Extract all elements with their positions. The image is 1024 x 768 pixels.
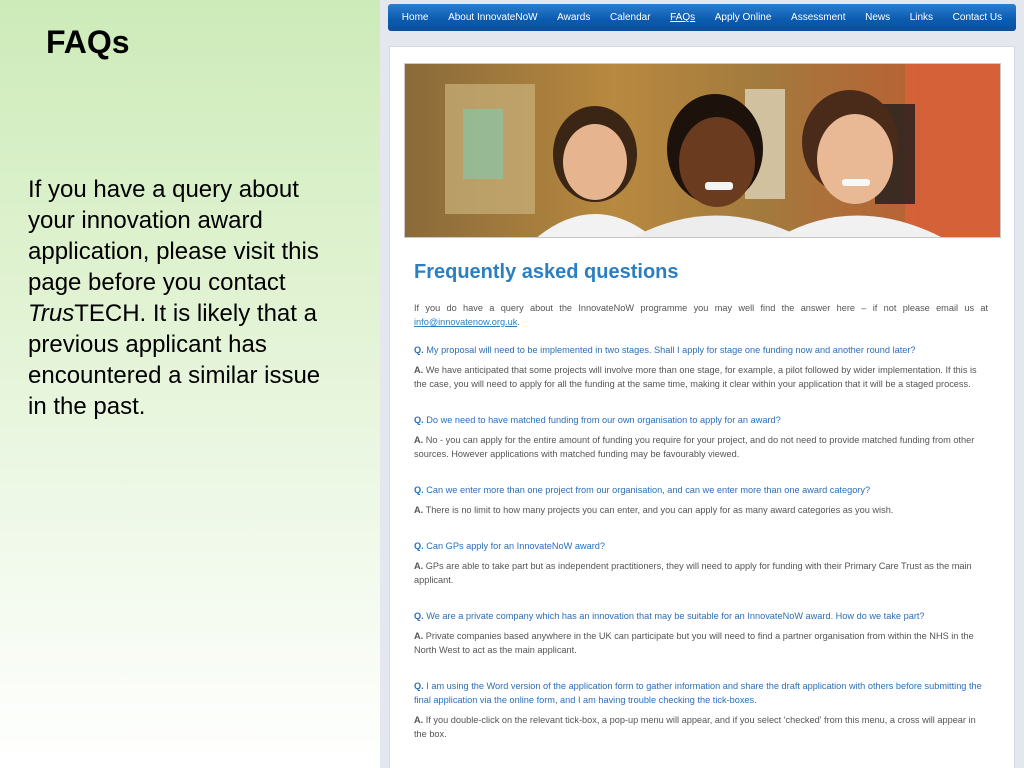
hero-photo [404,63,1001,238]
faq-answer: A. Private companies based anywhere in the UK can participate but you will need to find a partner organisation from within the NHS in the North West to act as the main applicant. [414,631,974,655]
faq-question: Q. Do we need to have matched funding from our own organisation to apply for an award? [414,415,781,425]
main-nav [388,4,1016,31]
slide-body-italic: Trus [28,300,75,327]
faq-question: Q. Can GPs apply for an InnovateNoW award? [414,541,606,551]
faq-answer: A. There is no limit to how many projects you can enter, and you can apply for as many award categories as you wish. [414,505,894,515]
intro-end: . [517,317,520,327]
faq-list [414,301,988,763]
nav-assessment[interactable]: Assessment [791,12,846,23]
page-content [389,46,1015,768]
faq-question: Q. My proposal will need to be implemented in two stages. Shall I apply for stage one funding now and another round later? [414,345,916,355]
nav-home[interactable]: Home [401,12,429,23]
nav-faqs[interactable]: FAQs [670,12,696,23]
slide-body-text [28,174,338,422]
faq-question: Q. We are a private company which has an innovation that may be suitable for an InnovateNoW award. How do we take part? [414,611,925,621]
email-link[interactable]: info@innovatenow.org.uk [414,317,518,327]
website-screenshot [380,0,1024,768]
faq-question: Q. I am using the Word version of the application form to gather information and share the draft application with others before submitting the final application via the online form, and I am having trouble checking the tick-boxes. [414,681,982,705]
faq-answer: A. We have anticipated that some projects will involve more than one stage, for example, a pilot followed by wider implementation. If this is the case, you will need to apply for all the funding at the same time, making it clear within your application that it will be a staged process. [414,365,977,389]
nav-calendar[interactable]: Calendar [609,12,651,23]
slide-panel [0,0,380,768]
intro-text: If you do have a query about the InnovateNoW programme you may well find the answer here – if not please email us at [414,303,988,313]
nav-links[interactable]: Links [909,12,934,23]
nav-contact-us[interactable]: Contact Us [952,12,1003,23]
slide-body-part2: TECH. It is likely that a previous applicant has encountered a similar issue in the past. [28,300,321,420]
nav-apply-online[interactable]: Apply Online [714,12,772,23]
faq-answer: A. If you double-click on the relevant tick-box, a pop-up menu will appear, and if you select 'checked' from this menu, a cross will appear in the box. [414,715,976,739]
slide-body-part1: If you have a query about your innovation award application, please visit this page before you contact [28,176,319,296]
nav-news[interactable]: News [865,12,891,23]
faq-intro [414,301,988,329]
nav-about[interactable]: About InnovateNoW [448,12,538,23]
faq-question: Q. Can we enter more than one project from our organisation, and can we enter more than one award category? [414,485,871,495]
faq-heading: Frequently asked questions [414,261,679,283]
faq-answer: A. GPs are able to take part but as independent practitioners, they will need to apply for funding with their Primary Care Trust as the main applicant. [414,561,972,585]
nav-awards[interactable]: Awards [557,12,591,23]
faq-answer: A. No - you can apply for the entire amount of funding you require for your project, and do not need to provide matched funding from other sources. However applications with matched funding may be favourably viewed. [414,435,975,459]
slide-title: FAQs [46,24,130,60]
